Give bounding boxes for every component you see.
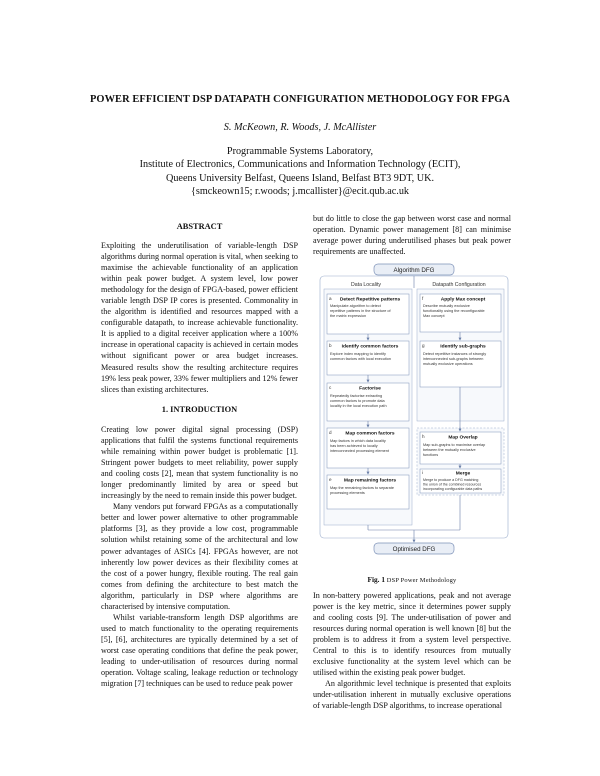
svg-text:Repeatedly factorise extractin: Repeatedly factorise extracting common factors to promote data locality in the local execution path xyxy=(330,394,387,408)
introduction-body xyxy=(101,424,298,689)
svg-text:Explore index mapping to ident: Explore index mapping to identify common factors with local execution xyxy=(330,352,391,361)
svg-text:Map common factors: Map common factors xyxy=(345,431,395,437)
svg-text:Apply Max concept: Apply Max concept xyxy=(440,297,486,303)
step-h xyxy=(420,432,501,464)
optimised-dfg-label: Optimised DFG xyxy=(392,546,436,554)
affiliation-block xyxy=(0,145,600,199)
svg-text:Identify sub-graphs: Identify sub-graphs xyxy=(440,344,486,350)
step-b xyxy=(327,341,409,375)
paper-title: POWER EFFICIENT DSP DATAPATH CONFIGURATION METHODOLOGY FOR FPGA xyxy=(89,94,511,105)
caption-text: DSP Power Methodology xyxy=(386,577,457,584)
svg-text:c: c xyxy=(329,385,332,390)
step-f xyxy=(420,294,501,332)
svg-text:Map Overlap: Map Overlap xyxy=(448,435,478,441)
affiliation-line: Institute of Electronics, Communications and Information Technology (ECIT), xyxy=(139,159,461,171)
right-paragraph: but do little to close the gap between worst case and normal operation. Dynamic power management [8] can minimise average power during underutilised phases but peak power requirements are unaffected. xyxy=(313,214,511,257)
caption-label: Fig. 1 xyxy=(367,575,385,584)
affiliation-line: Programmable Systems Laboratory, xyxy=(226,146,374,157)
svg-text:Detect repetitive instances of: Detect repetitive instances of strongly interconnected sub-graphs between mutually exclusive operations xyxy=(423,352,487,366)
svg-text:i: i xyxy=(422,470,424,475)
abstract-heading: ABSTRACT xyxy=(176,222,223,231)
right-paragraph: An algorithmic level technique is presented that exploits under-utilisation inherent in mutually exclusive operations of variable-length DSP algorithms, to increase operational xyxy=(313,679,511,711)
step-c xyxy=(327,383,409,421)
svg-text:b: b xyxy=(329,343,332,348)
svg-text:Merge to produce a DFG matchin: Merge to produce a DFG matching the union of the combined resources incorporating configurable data paths xyxy=(423,478,483,491)
svg-text:Map remaining factors: Map remaining factors xyxy=(343,478,397,484)
step-d xyxy=(327,428,409,468)
svg-text:Detect Repetitive patterns: Detect Repetitive patterns xyxy=(339,297,401,303)
step-a xyxy=(327,294,409,334)
svg-text:Map sub-graphs to maximise ove: Map sub-graphs to maximise overlap between the mutually exclusive functions xyxy=(423,443,486,457)
svg-text:d: d xyxy=(329,430,332,435)
right-column-bottom xyxy=(313,590,511,712)
figure-1 xyxy=(318,262,510,560)
step-e xyxy=(327,475,409,509)
abstract-text: Exploiting the underutilisation of variable-length DSP algorithms during normal operation is vital, when seeking to maximise the achievable functionality of an application within peak power budget. A system level, low power methodology for the design of FPGA-based, power efficient variable length DSP IP cores is presented. Commonality in the algorithm is identified and resources mapped with a configurable datapath, to increase achievable functionality. It is applied to a digital receiver application where a 100% increase in operational capacity is achieved in certain modes without significant power or area budget increases. Measured results show the resulting architecture requires 19% less peak power, 33% fewer multipliers and 12% fewer slices than existing architectures. xyxy=(101,241,298,394)
svg-text:Identify common factors: Identify common factors xyxy=(341,344,399,350)
paper-authors: S. McKeown, R. Woods, J. McAllister xyxy=(223,122,377,133)
affiliation-email: {smckeown15; r.woods; j.mcallister}@ecit.qub.ac.uk xyxy=(190,186,410,198)
datapath-configuration-label: Datapath Configuration xyxy=(432,282,486,288)
svg-text:e: e xyxy=(329,477,332,482)
svg-text:g: g xyxy=(422,343,425,348)
svg-text:Merge: Merge xyxy=(455,471,471,477)
methodology-diagram xyxy=(318,262,510,560)
introduction-heading: 1. INTRODUCTION xyxy=(161,405,238,414)
intro-paragraph: Many vendors put forward FPGAs as a computationally better and lower power alternative to other programmable platforms [3], as they provide a low cost, programmable solution whilst retaining some of the architectural and low power advantages of ASICs [4]. FPGAs however, are not inherently low power devices as their flexibility comes at the cost of a power hungry, flexible routing. The real gain comes from defining the architecture to best match the algorithm, particularly in DSP where algorithms are characterised by intensive computation. xyxy=(101,502,298,611)
svg-text:f: f xyxy=(422,296,424,301)
affiliation-line: Queens University Belfast, Queens Island, Belfast BT3 9DT, UK. xyxy=(165,172,435,184)
svg-text:Describe mutually exclusivefun: Describe mutually exclusive functionality using the reconfigurable Max concept xyxy=(423,304,485,318)
svg-text:Map the remaining factors to s: Map the remaining factors to separate processing elements xyxy=(330,486,394,495)
algorithm-dfg-label: Algorithm DFG xyxy=(393,267,435,275)
abstract-body xyxy=(101,240,298,395)
intro-paragraph: Whilst variable-transform length DSP algorithms are used to match functionality to the operating requirements [5], [6], architectures are typically determined by a set of worst case operating conditions that define the peak power, leading to under-utilisation of resources during normal operation. Voltage scaling, leakage reduction or technology migration [7] techniques can be used to reduce peak power xyxy=(101,612,298,689)
right-paragraph: In non-battery powered applications, peak and not average power is the key metric, since it determines power supply and cooling costs [9]. The under-utilisation of power and resources during normal operation is well known [8] but the problem is to address it from a system level perspective. Central to this is to identify resources from mutually exclusive functionality at the system level which can be utilised within the existing peak power budget. xyxy=(313,591,511,678)
svg-text:Map factors in which data loca: Map factors in which data locality has been achieved to locally interconnected processing element xyxy=(330,439,389,453)
svg-text:a: a xyxy=(329,296,332,301)
data-locality-label: Data Locality xyxy=(351,282,381,288)
svg-text:h: h xyxy=(422,434,425,439)
step-g xyxy=(420,341,501,387)
right-column-top xyxy=(313,213,511,257)
svg-text:Manipulate algorithm to detect: Manipulate algorithm to detect repetitive patterns in the structure of the matrix expression xyxy=(330,304,391,318)
svg-text:Factorise: Factorise xyxy=(359,386,381,392)
step-i xyxy=(420,469,501,493)
intro-paragraph: Creating low power digital signal processing (DSP) applications that fulfil the systems functional requirements while remaining within power budget is problematic [1]. Stringent power budgets to meet reliability, power supply and cooling costs [2], mean that system functionality is no longer predominantly limited by area or speed but increasingly by the need to remain inside this power budget. xyxy=(101,425,298,501)
figure-caption xyxy=(313,575,511,584)
